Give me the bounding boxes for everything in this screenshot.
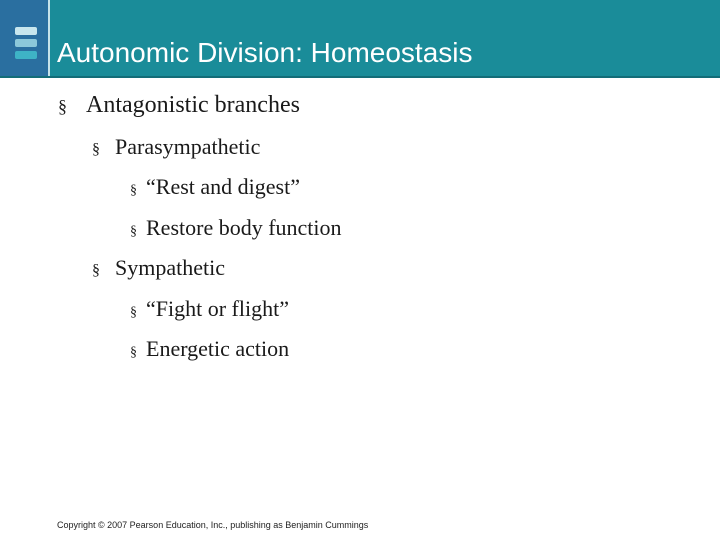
bullet-text: Restore body function bbox=[146, 215, 342, 240]
bullet-energetic-action bbox=[130, 335, 289, 367]
copyright-notice: Copyright © 2007 Pearson Education, Inc., publishing as Benjamin Cummings bbox=[57, 520, 369, 530]
logo-block-top bbox=[15, 27, 37, 35]
bullet-text: Energetic action bbox=[146, 336, 290, 361]
bullet-marker: § bbox=[92, 262, 100, 279]
title-bar-divider bbox=[0, 76, 720, 78]
bullet-fight-or-flight bbox=[130, 295, 289, 327]
slide-logo bbox=[0, 0, 48, 76]
bullet-text: “Fight or flight” bbox=[146, 296, 289, 321]
bullet-marker: § bbox=[130, 345, 137, 360]
bullet-marker: § bbox=[130, 305, 137, 320]
bullet-parasympathetic bbox=[92, 133, 260, 164]
logo-block-bottom bbox=[15, 51, 37, 59]
bullet-marker: § bbox=[58, 96, 67, 116]
bullet-marker: § bbox=[130, 224, 137, 239]
bullet-marker: § bbox=[92, 141, 100, 158]
bullet-sympathetic bbox=[92, 254, 225, 285]
bullet-marker: § bbox=[130, 183, 137, 198]
bullet-text: Antagonistic branches bbox=[86, 92, 300, 118]
bullet-text: Parasympathetic bbox=[115, 134, 261, 159]
bullet-restore-body-function bbox=[130, 214, 342, 246]
bullet-rest-and-digest bbox=[130, 173, 300, 205]
bullet-text: “Rest and digest” bbox=[146, 174, 300, 199]
slide-title: Autonomic Division: Homeostasis bbox=[57, 37, 473, 68]
logo-block-middle bbox=[15, 39, 37, 47]
bullet-text: Sympathetic bbox=[115, 255, 225, 280]
logo-divider bbox=[48, 0, 50, 76]
bullet-antagonistic-branches bbox=[58, 90, 300, 121]
